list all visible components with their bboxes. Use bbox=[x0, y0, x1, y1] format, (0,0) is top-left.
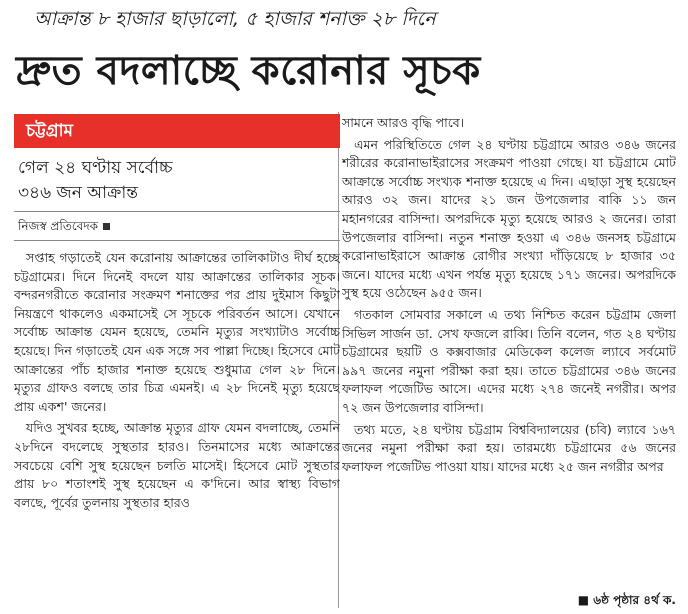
subheadline-line-1: গেল ২৪ ঘণ্টায় সর্বোচ্চ bbox=[18, 158, 173, 178]
body-paragraph: এমন পরিস্থিতিতে গেল ২৪ ঘণ্টায় চট্টগ্রামে আরও ৩৪৬ জনের শরীরের করোনাভাইরাসের সংক্রমণ পাওয়া গেছে। যা চট্টগ্রামে মোট আক্রান্তে সর্বোচ্চ সংখ্যক শনাক্ত হয়েছে এ দিন। এছাড়া সুস্থ হয়েছেন আরও ৩২ জন। যাদের ২১ জন উপজেলার বাকি ১১ জন মহানগরের বাসিন্দা। অপরদিকে মৃত্যু হয়েছে আরও ২ জনের। তারা উপজেলার বাসিন্দা। নতুন শনাক্ত হওয়া এ ৩৪৬ জনসহ চট্টগ্রামে করোনাভাইরাসে আক্রান্ত রোগীর সংখ্যা দাঁড়িয়েছে ৮ হাজার ৩৫ জনে। যাদের মধ্যে এখন পর্যন্ত মৃত্যু হয়েছে ১৭১ জনের। অপরদিকে সুস্থ হয়ে ওঠেছেন ৯৫৫ জন। bbox=[342, 136, 676, 301]
byline-text: নিজস্ব প্রতিবেদক bbox=[18, 219, 99, 233]
divider bbox=[14, 240, 340, 241]
byline bbox=[14, 217, 340, 235]
body-paragraph: সপ্তাহ গড়াতেই যেন করোনায় আক্রান্তের তালিকাটাও দীর্ঘ হচ্ছে চট্টগ্রামের। দিনে দিনেই বদলে যায় আক্রান্তের তালিকার সূচক। বন্দরনগরীতে করোনার সংক্রমণ শনাক্তের পর প্রায় দুইমাস কিছুটা নিয়ন্ত্রণে থাকলেও একমাসেই সে সূচকে পরিবর্তন আসে। যেখানে সর্বোচ্চ আক্রান্ত যেমন হয়েছে, তেমনি মৃত্যুর সংখ্যাটাও সর্বোচ্চ হয়েছে। দিন গড়াতেই যেন এক সঙ্গে সব পাল্লা দিচ্ছে। হিসেবে মোট আক্রান্তের পাঁচ হাজার শনাক্ত হয়েছে শুধুমাত্র গেল ২৮ দিনে। মৃত্যুর গ্রাফও বলছে তার চিত্র এমনই। এ ২৮ দিনেই মৃত্যু হয়েছে প্রায় একশ' জনের। bbox=[14, 250, 340, 414]
divider bbox=[14, 211, 340, 212]
headline: দ্রুত বদলাচ্ছে করোনার সূচক bbox=[16, 48, 481, 94]
body-paragraph: সামনে আরও বৃদ্ধি পাবে। bbox=[342, 115, 465, 130]
kicker-line: আক্রান্ত ৮ হাজার ছাড়ালো, ৫ হাজার শনাক্ত ২৮ দিনে bbox=[34, 8, 436, 30]
section-label: চট্টগ্রাম bbox=[14, 114, 340, 148]
continuation-note: ■ ৬ষ্ঠ পৃষ্ঠার ৪র্থ ক. bbox=[577, 593, 676, 607]
subheadline bbox=[14, 156, 340, 206]
right-column bbox=[342, 114, 676, 610]
body-paragraph: যদিও সুখবর হচ্ছে, আক্রান্ত মৃত্যুর গ্রাফ যেমন বদলাচ্ছে, তেমনি ২৮দিনে বদলেছে সুস্থতার হারও। তিনমাসের মধ্যে আক্রান্তের সবচেয়ে বেশি সুস্থ হয়েছেন চলতি মাসেই। হিসেবে মোট সুস্থতার প্রায় ৮০ শতাংশই সুস্থ হয়েছেন এ ক'দিনে। আর স্বাস্থ্য বিভাগ বলছে, পূর্বের তুলনায় সুস্থতার হারও bbox=[14, 420, 340, 510]
body-paragraph: তথ্য মতে, ২৪ ঘণ্টায় চট্টগ্রাম বিশ্ববিদ্যালয়ের (চবি) ল্যাবে ১৬৭ জনের নমুনা পরীক্ষা করা হয়। তারমধ্যে চট্টগ্রামের ৫৬ জনের ফলাফল পজেটিভ পাওয়া যায়। যাদের মধ্যে ২৫ জন নগরীর অপর bbox=[342, 421, 676, 474]
subheadline-line-2: ৩৪৬ জন আক্রান্ত bbox=[18, 183, 138, 203]
square-bullet-icon bbox=[103, 223, 110, 230]
body-paragraph: গতকাল সোমবার সকালে এ তথ্য নিশ্চিত করেন চট্টগ্রাম জেলা সিভিল সার্জন ডা. সেখ ফজলে রাব্বি। তিনি বলেন, গত ২৪ ঘণ্টায় চট্টগ্রামের ছয়টি ও কক্সবাজার মেডিকেল কলেজ ল্যাবে সর্বমোট ৯৯৭ জনের নমুনা পরীক্ষা করা হয়। তাতে চট্টগ্রামের ৩৪৬ জনের ফলাফল পজেটিভ আসে। এদের মধ্যে ২৭৪ জনেই নগরীর। অপর ৭২ জন উপজেলার বাসিন্দা। bbox=[342, 306, 676, 415]
left-column bbox=[14, 114, 340, 610]
